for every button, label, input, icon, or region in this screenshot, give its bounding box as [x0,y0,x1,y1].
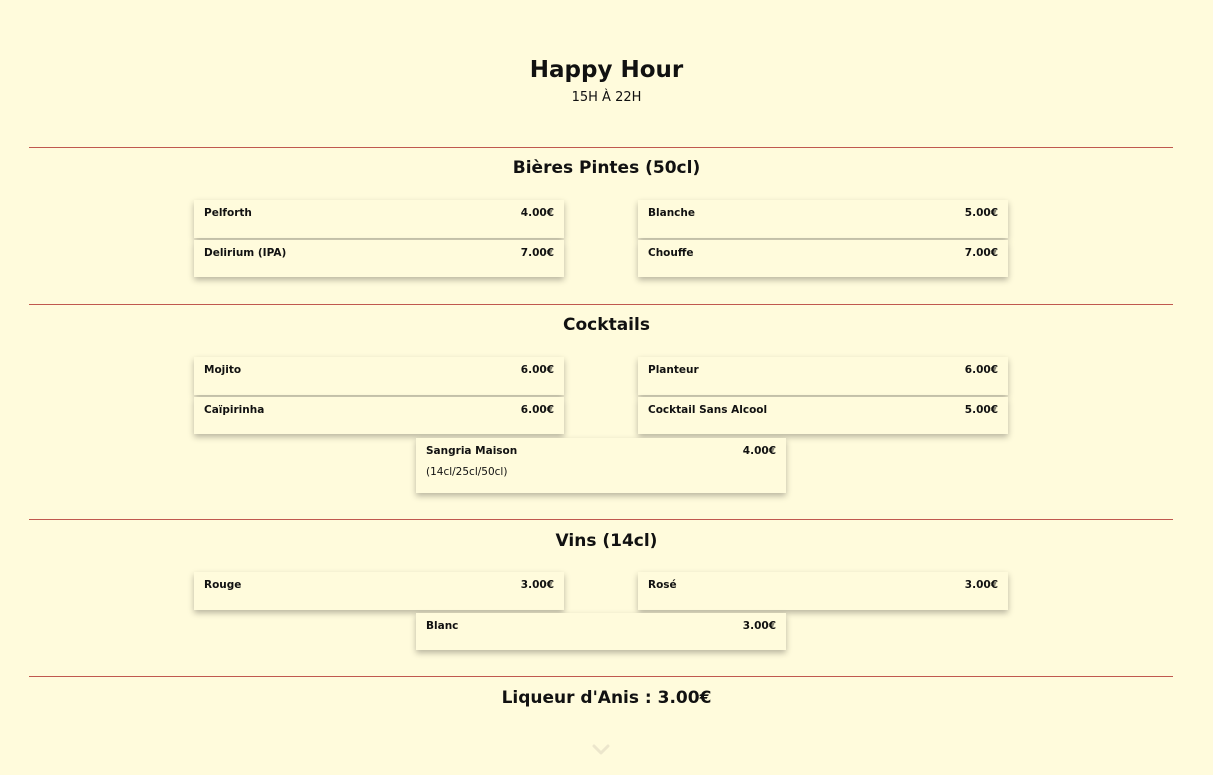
menu-item-name: Blanche [648,207,695,219]
menu-item-price: 3.00€ [964,579,998,591]
menu-item-name: Rouge [204,579,242,591]
menu-item-price: 7.00€ [964,247,998,259]
section-divider [29,519,1173,520]
section-title-bieres: Bières Pintes (50cl) [512,158,701,178]
chevron-down-icon[interactable] [592,744,610,756]
menu-item-price: 4.00€ [520,207,554,219]
menu-item-name: Mojito [204,364,242,376]
section-divider [29,676,1173,677]
menu-item-card [194,397,564,434]
page-header [0,56,1213,106]
menu-item-name: Planteur [648,364,699,376]
menu-item-price: 4.00€ [742,445,776,457]
menu-item-name: Chouffe [648,247,694,259]
menu-item-price: 6.00€ [964,364,998,376]
menu-item-name: Blanc [426,620,459,632]
menu-item-name: Cocktail Sans Alcool [648,404,768,416]
menu-item-price: 5.00€ [964,404,998,416]
menu-item-card [194,572,564,610]
menu-item-name: Sangria Maison [426,445,518,457]
menu-item-name: Caïpirinha [204,404,265,416]
menu-item-card [638,397,1008,434]
menu-item-name: Pelforth [204,207,252,219]
menu-item-price: 6.00€ [520,364,554,376]
page-subtitle: 15H À 22H [571,90,642,105]
menu-item-card [638,572,1008,610]
menu-item-note: (14cl/25cl/50cl) [426,466,508,478]
section-divider [29,147,1173,148]
menu-item-card [638,357,1008,395]
menu-item-price: 5.00€ [964,207,998,219]
menu-item-name: Rosé [648,579,677,591]
section-divider [29,304,1173,305]
menu-item-card [194,357,564,395]
page-title: Happy Hour [529,57,684,83]
menu-item-card [194,200,564,238]
menu-item-card [194,240,564,277]
menu-item-card [416,613,786,650]
menu-item-price: 7.00€ [520,247,554,259]
section-title-liqueur: Liqueur d'Anis : 3.00€ [501,688,712,708]
menu-item-card [638,200,1008,238]
menu-item-price: 3.00€ [742,620,776,632]
menu-item-price: 6.00€ [520,404,554,416]
menu-item-name: Delirium (IPA) [204,247,287,259]
menu-item-card [638,240,1008,277]
section-title-cocktails: Cocktails [563,315,650,335]
menu-item-card [416,438,786,493]
section-title-vins: Vins (14cl) [555,531,658,551]
menu-item-price: 3.00€ [520,579,554,591]
